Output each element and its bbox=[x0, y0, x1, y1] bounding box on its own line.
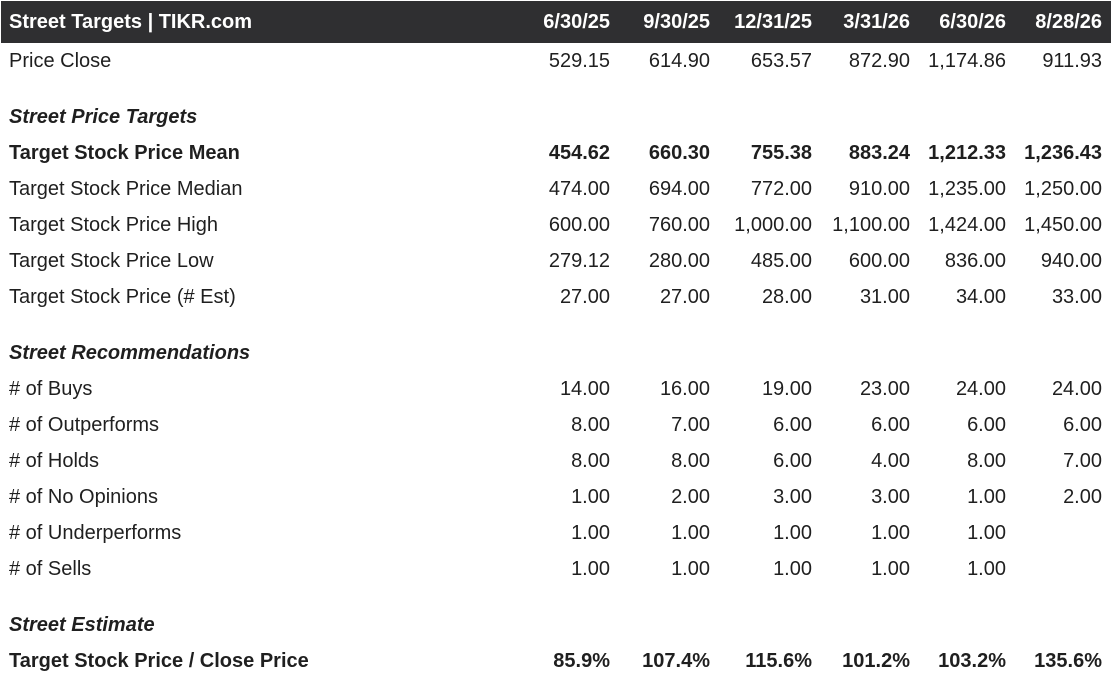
section-title: Street Estimate bbox=[9, 613, 155, 636]
period-header: 3/31/26 bbox=[843, 10, 910, 33]
row-label: # of Holds bbox=[9, 449, 100, 472]
row-label: Target Stock Price (# Est) bbox=[9, 285, 236, 308]
row-value: 1.00 bbox=[571, 557, 610, 580]
table-title: Street Targets | TIKR.com bbox=[9, 10, 253, 33]
row-value: 115.6% bbox=[745, 649, 812, 672]
row-value: 24.00 bbox=[1051, 377, 1102, 400]
table-row bbox=[1, 407, 1111, 443]
row-value: 280.00 bbox=[648, 249, 710, 272]
row-label: Target Stock Price Low bbox=[9, 249, 214, 272]
row-value: 1,236.43 bbox=[1024, 141, 1102, 164]
period-header: 9/30/25 bbox=[643, 10, 710, 33]
table-header bbox=[1, 1, 1111, 43]
row-value: 1.00 bbox=[773, 557, 812, 580]
table-row bbox=[1, 171, 1111, 207]
row-value: 911.93 bbox=[1042, 49, 1102, 72]
row-value: 1.00 bbox=[671, 521, 710, 544]
row-value: 1,450.00 bbox=[1024, 213, 1102, 236]
row-label: # of No Opinions bbox=[9, 485, 158, 508]
section-title-street-recommendations bbox=[1, 335, 1111, 371]
period-header: 6/30/25 bbox=[543, 10, 610, 33]
table-row bbox=[1, 243, 1111, 279]
row-value: 8.00 bbox=[671, 449, 710, 472]
row-value: 23.00 bbox=[859, 377, 910, 400]
row-value: 474.00 bbox=[548, 177, 610, 200]
row-value: 1,212.33 bbox=[928, 141, 1006, 164]
row-value: 694.00 bbox=[648, 177, 710, 200]
row-value: 1.00 bbox=[571, 521, 610, 544]
row-label: # of Underperforms bbox=[9, 521, 182, 544]
row-value: 7.00 bbox=[671, 413, 710, 436]
table-row bbox=[1, 515, 1111, 551]
row-value: 33.00 bbox=[1051, 285, 1102, 308]
street-targets-table bbox=[1, 1, 1111, 679]
row-value: 14.00 bbox=[559, 377, 610, 400]
row-value: 19.00 bbox=[761, 377, 812, 400]
row-label: Target Stock Price Mean bbox=[9, 141, 240, 164]
row-value: 103.2% bbox=[938, 649, 1006, 672]
row-value: 34.00 bbox=[955, 285, 1006, 308]
row-value: 660.30 bbox=[648, 141, 710, 164]
row-label: Price Close bbox=[9, 49, 112, 72]
row-value: 8.00 bbox=[571, 413, 610, 436]
row-value: 135.6% bbox=[1034, 649, 1102, 672]
table-row bbox=[1, 551, 1111, 587]
row-value: 614.90 bbox=[648, 49, 710, 72]
row-value: 1.00 bbox=[571, 485, 610, 508]
row-value: 279.12 bbox=[548, 249, 610, 272]
table-row bbox=[1, 443, 1111, 479]
row-value: 31.00 bbox=[859, 285, 910, 308]
row-value: 8.00 bbox=[967, 449, 1006, 472]
period-header: 8/28/26 bbox=[1035, 10, 1102, 33]
row-value: 454.62 bbox=[548, 141, 610, 164]
row-value: 1,174.86 bbox=[928, 49, 1006, 72]
row-value: 1.00 bbox=[967, 485, 1006, 508]
row-value: 883.24 bbox=[848, 141, 910, 164]
row-value: 1.00 bbox=[967, 557, 1006, 580]
row-label: # of Sells bbox=[9, 557, 92, 580]
row-value: 8.00 bbox=[571, 449, 610, 472]
period-header: 12/31/25 bbox=[734, 10, 812, 33]
row-value: 485.00 bbox=[750, 249, 812, 272]
street-recommendations-rows bbox=[1, 371, 1111, 587]
row-value: 1.00 bbox=[773, 521, 812, 544]
row-value: 772.00 bbox=[750, 177, 812, 200]
row-value: 1,424.00 bbox=[928, 213, 1006, 236]
row-value: 872.90 bbox=[848, 49, 910, 72]
table-row bbox=[1, 135, 1111, 171]
row-value: 6.00 bbox=[1063, 413, 1102, 436]
row-value: 1.00 bbox=[871, 557, 910, 580]
row-value: 28.00 bbox=[761, 285, 812, 308]
table-row-price-close bbox=[1, 43, 1111, 79]
row-value: 600.00 bbox=[848, 249, 910, 272]
period-header: 6/30/26 bbox=[939, 10, 1006, 33]
row-label: # of Buys bbox=[9, 377, 93, 400]
row-value: 1,000.00 bbox=[734, 213, 812, 236]
row-value: 529.15 bbox=[548, 49, 610, 72]
row-value: 940.00 bbox=[1040, 249, 1102, 272]
row-value: 755.38 bbox=[750, 141, 812, 164]
row-label: Target Stock Price Median bbox=[9, 177, 243, 200]
section-title: Street Recommendations bbox=[9, 341, 251, 364]
row-value: 27.00 bbox=[659, 285, 710, 308]
row-value: 101.2% bbox=[842, 649, 910, 672]
row-value: 653.57 bbox=[750, 49, 812, 72]
table-row bbox=[1, 279, 1111, 315]
row-value: 3.00 bbox=[773, 485, 812, 508]
table-row bbox=[1, 207, 1111, 243]
row-value: 107.4% bbox=[642, 649, 710, 672]
section-title-street-price-targets bbox=[1, 99, 1111, 135]
row-value: 1,100.00 bbox=[832, 213, 910, 236]
row-value: 1.00 bbox=[967, 521, 1006, 544]
table-row bbox=[1, 371, 1111, 407]
row-value: 2.00 bbox=[671, 485, 710, 508]
section-title: Street Price Targets bbox=[9, 105, 198, 128]
row-value: 760.00 bbox=[648, 213, 710, 236]
row-value: 600.00 bbox=[548, 213, 610, 236]
row-label: Target Stock Price High bbox=[9, 213, 218, 236]
row-value: 6.00 bbox=[773, 413, 812, 436]
street-price-targets-rows bbox=[1, 135, 1111, 315]
row-label: Target Stock Price / Close Price bbox=[9, 649, 309, 672]
row-value: 836.00 bbox=[944, 249, 1006, 272]
row-value: 3.00 bbox=[871, 485, 910, 508]
row-value: 2.00 bbox=[1063, 485, 1102, 508]
row-value: 85.9% bbox=[553, 649, 610, 672]
row-value: 6.00 bbox=[871, 413, 910, 436]
section-title-street-estimate bbox=[1, 607, 1111, 643]
row-value: 24.00 bbox=[955, 377, 1006, 400]
row-value: 1.00 bbox=[871, 521, 910, 544]
table-row bbox=[1, 479, 1111, 515]
street-estimate-rows bbox=[1, 643, 1111, 679]
row-value: 6.00 bbox=[967, 413, 1006, 436]
row-value: 4.00 bbox=[871, 449, 910, 472]
row-value: 27.00 bbox=[559, 285, 610, 308]
table-row bbox=[1, 643, 1111, 679]
row-value: 16.00 bbox=[659, 377, 710, 400]
row-value: 6.00 bbox=[773, 449, 812, 472]
row-value: 7.00 bbox=[1063, 449, 1102, 472]
row-value: 1,235.00 bbox=[928, 177, 1006, 200]
row-label: # of Outperforms bbox=[9, 413, 160, 436]
row-value: 910.00 bbox=[848, 177, 910, 200]
row-value: 1,250.00 bbox=[1024, 177, 1102, 200]
row-value: 1.00 bbox=[671, 557, 710, 580]
